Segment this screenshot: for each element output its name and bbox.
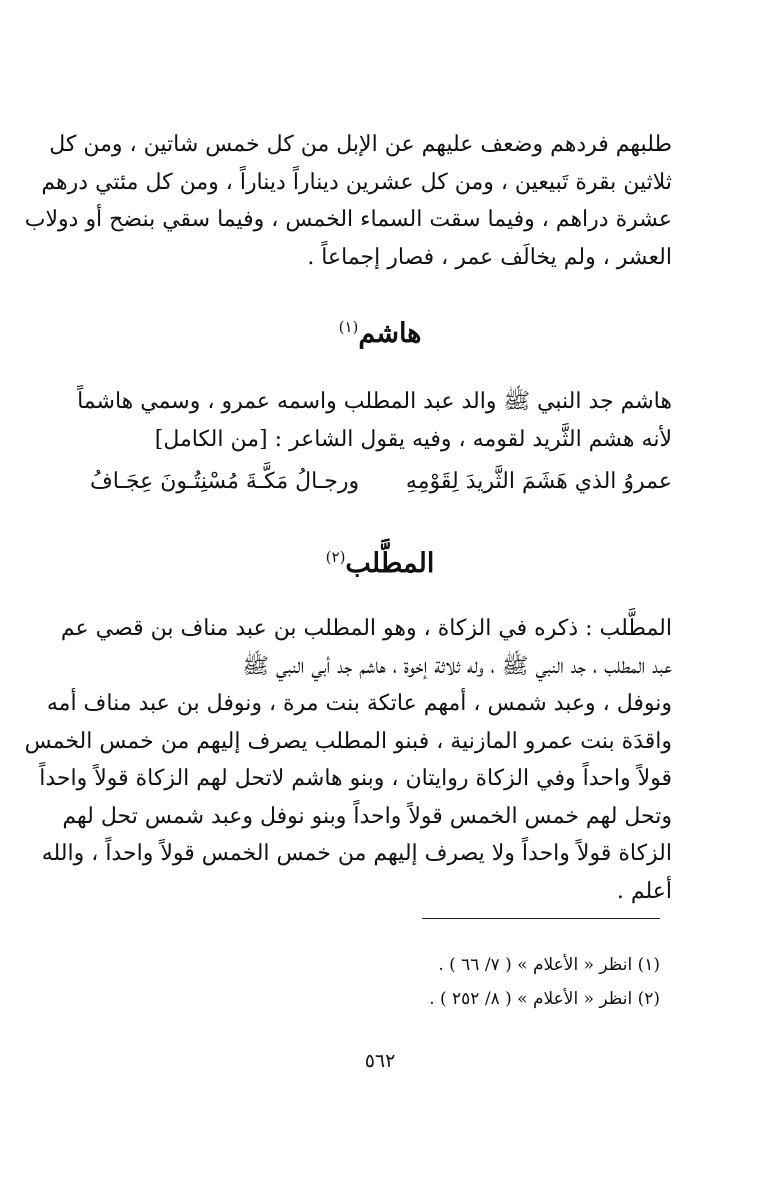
text-line: المطَّلب : ذكره في الزكاة ، وهو المطلب بن عبد مناف بن قصي عم <box>60 616 672 641</box>
section-heading-hashim <box>0 318 760 349</box>
heading-title: هاشم <box>358 318 422 349</box>
heading-title: المطَّلب <box>345 548 435 579</box>
text-line: لأنه هشم الثَّريد لقومه ، وفيه يقول الشاعر : [من الكامل] <box>154 426 672 452</box>
text-line: عشرة دراهم ، وفيما سقت السماء الخمس ، وفيما سقي بنضح أو دولاب <box>24 207 672 232</box>
poetry-verse <box>90 462 672 502</box>
text-line: وتحل لهم خمس الخمس قولاً واحداً وبنو نوفل وعبد شمس تحل لهم <box>62 803 672 829</box>
text-line: واقدَة بنت عمرو المازنية ، فبنو المطلب يصرف إليهم من خمس الخمس <box>24 728 672 754</box>
text-line: أعلم . <box>616 878 672 904</box>
footnote-2: (٢) انظر « الأعلام » ( ٨/ ٢٥٢ ) . <box>429 989 660 1009</box>
verse-first-hemistich: عمروُ الذي هَشَمَ الثَّريدَ لِقَوْمِهِ <box>405 469 672 494</box>
footnote-separator <box>422 918 660 919</box>
section-heading-muttalib <box>0 548 760 579</box>
footnote-ref: (٢) <box>325 548 346 566</box>
muttalib-paragraph <box>24 610 672 910</box>
footnote-ref: (١) <box>338 318 359 336</box>
footnotes <box>100 948 660 1016</box>
text-line: العشر ، ولم يخالَف عمر ، فصار إجماعاً . <box>307 244 672 270</box>
text-line: طلبهم فردهم وضعف عليهم عن الإبل من كل خمس شاتين ، ومن كل <box>49 132 672 157</box>
text-line: ونوفل ، وعبد شمس ، أمهم عاتكة بنت مرة ، ونوفل بن عبد مناف أمه <box>46 691 672 716</box>
verse-second-hemistich: ورجـالُ مَكَّـةَ مُسْنِتُـونَ عِجَـافُ <box>90 469 360 494</box>
intro-paragraph <box>24 126 672 276</box>
text-line: قولاً واحداً وفي الزكاة روايتان ، وبنو هاشم لاتحل لهم الزكاة قولاً واحداً <box>39 766 672 791</box>
text-line: الزكاة قولاً واحداً ولا يصرف إليهم من خمس الخمس قولاً واحداً ، والله <box>41 841 672 866</box>
page-number: ٥٦٢ <box>364 1050 396 1072</box>
footnote-1: (١) انظر « الأعلام » ( ٧/ ٦٦ ) . <box>438 955 660 975</box>
text-line: هاشم جد النبي ﷺ والد عبد المطلب واسمه عمرو ، وسمي هاشماً <box>77 389 672 414</box>
text-line: ثلاثين بقرة تَبيعين ، ومن كل عشرين ديناراً ديناراً ، ومن كل مئتي درهم <box>41 169 672 195</box>
text-line: عبد المطلب ، جد النبي ﷺ ، وله ثلاثة إخوة ، هاشم جد أبي النبي ﷺ <box>242 653 672 679</box>
hashim-paragraph <box>77 383 672 458</box>
